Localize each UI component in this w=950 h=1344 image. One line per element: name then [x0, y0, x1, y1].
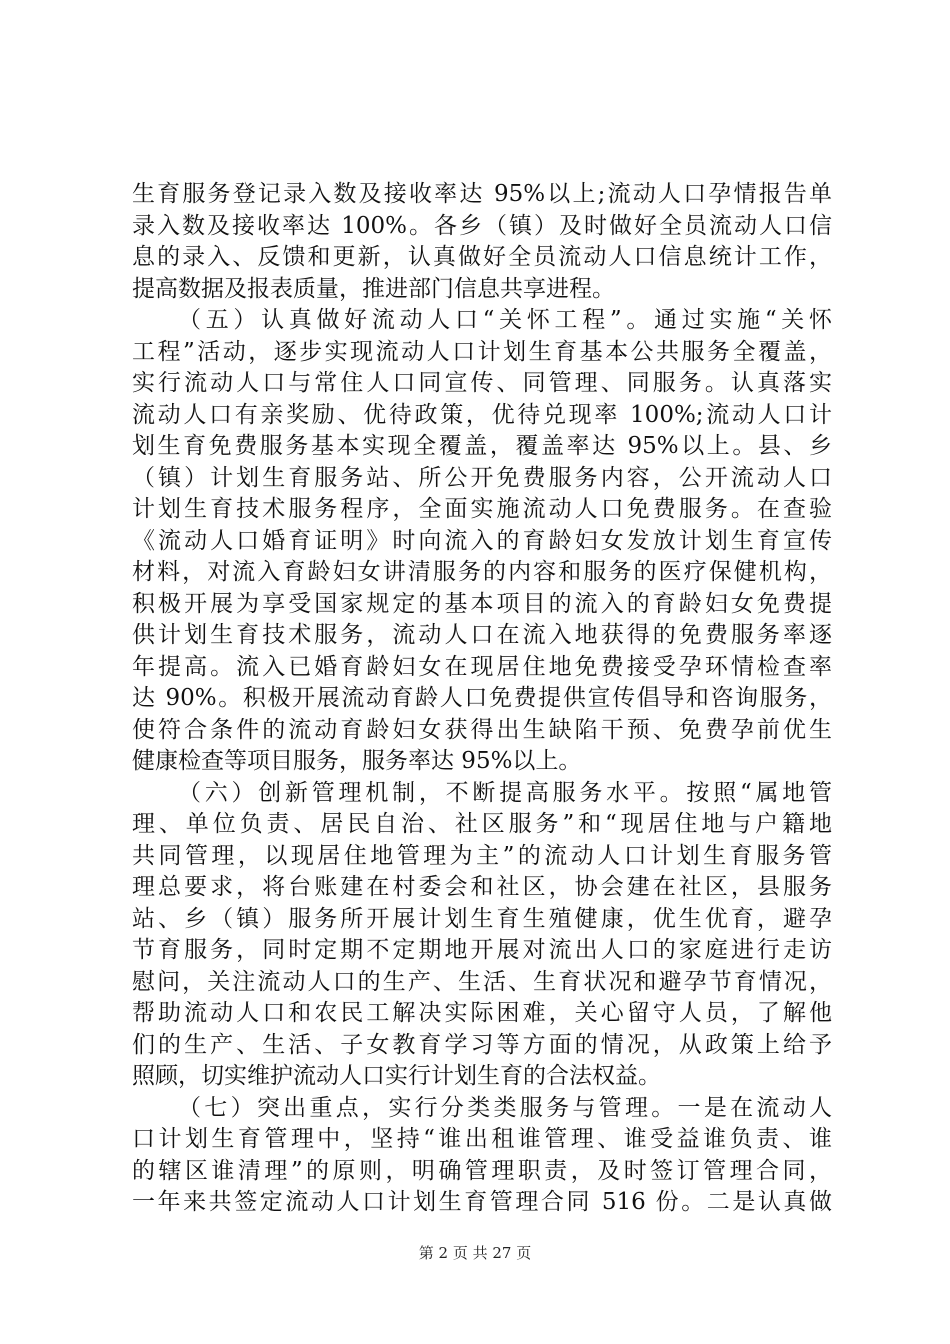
- text-line: （镇）计划生育服务站、所公开免费服务内容，公开流动人口: [132, 464, 832, 491]
- text-line: 提高数据及报表质量，推进部门信息共享进程。: [132, 275, 615, 302]
- text-line: （五）认真做好流动人口“关怀工程”。通过实施“关怀: [178, 307, 832, 333]
- text-line: 一年来共签定流动人口计划生育管理合同 516 份。二是认真做: [132, 1189, 832, 1215]
- text-line: 帮助流动人口和农民工解决实际困难，关心留守人员，了解他: [132, 1000, 832, 1026]
- text-line: 《流动人口婚育证明》时向流入的育龄妇女发放计划生育宣传: [132, 527, 832, 554]
- text-line: 划生育免费服务基本实现全覆盖，覆盖率达 95%以上。县、乡: [132, 433, 832, 459]
- text-line: 流动人口有亲奖励、优待政策，优待兑现率 100%;流动人口计: [132, 401, 832, 428]
- page-footer: 第 2 页 共 27 页: [418, 1244, 532, 1262]
- text-line: 节育服务，同时定期不定期地开展对流出人口的家庭进行走访: [132, 937, 832, 963]
- text-line: 积极开展为享受国家规定的基本项目的流入的育龄妇女免费提: [132, 590, 832, 617]
- text-line: （七）突出重点，实行分类类服务与管理。一是在流动人: [178, 1094, 832, 1121]
- text-line: 站、乡（镇）服务所开展计划生育生殖健康，优生优育，避孕: [132, 905, 832, 932]
- text-line: 理、单位负责、居民自治、社区服务”和“现居住地与户籍地: [132, 811, 832, 837]
- text-line: 实行流动人口与常住人口同宣传、同管理、同服务。认真落实: [132, 370, 832, 396]
- text-line: 工程”活动，逐步实现流动人口计划生育基本公共服务全覆盖，: [132, 338, 832, 365]
- text-line: 年提高。流入已婚育龄妇女在现居住地免费接受孕环情检查率: [132, 653, 832, 680]
- text-line: 录入数及接收率达 100%。各乡（镇）及时做好全员流动人口信: [132, 212, 832, 239]
- text-line: 材料，对流入育龄妇女讲清服务的内容和服务的医疗保健机构，: [132, 559, 832, 585]
- text-line: 的辖区谁清理”的原则，明确管理职责，及时签订管理合同，: [132, 1157, 832, 1184]
- text-line: 计划生育技术服务程序，全面实施流动人口免费服务。在查验: [132, 496, 832, 522]
- text-line: 们的生产、生活、子女教育学习等方面的情况，从政策上给予: [132, 1031, 832, 1058]
- text-line: 健康检查等项目服务，服务率达 95%以上。: [132, 748, 582, 774]
- text-line: 使符合条件的流动育龄妇女获得出生缺陷干预、免费孕前优生: [132, 716, 832, 743]
- text-line: （六）创新管理机制，不断提高服务水平。按照“属地管: [178, 779, 832, 806]
- body-text: [132, 179, 832, 1219]
- text-line: 供计划生育技术服务，流动人口在流入地获得的免费服务率逐: [132, 622, 832, 648]
- text-line: 口计划生育管理中，坚持“谁出租谁管理、谁受益谁负责、谁: [132, 1126, 832, 1152]
- text-line: 照顾，切实维护流动人口实行计划生育的合法权益。: [132, 1063, 661, 1089]
- text-line: 共同管理，以现居住地管理为主”的流动人口计划生育服务管: [132, 842, 832, 869]
- text-line: 生育服务登记录入数及接收率达 95%以上;流动人口孕情报告单: [132, 181, 832, 207]
- text-line: 达 90%。积极开展流动育龄人口免费提供宣传倡导和咨询服务，: [132, 685, 832, 711]
- text-line: 息的录入、反馈和更新，认真做好全员流动人口信息统计工作，: [132, 244, 832, 270]
- text-line: 慰问，关注流动人口的生产、生活、生育状况和避孕节育情况，: [132, 968, 832, 995]
- text-line: 理总要求，将台账建在村委会和社区，协会建在社区，县服务: [132, 874, 832, 900]
